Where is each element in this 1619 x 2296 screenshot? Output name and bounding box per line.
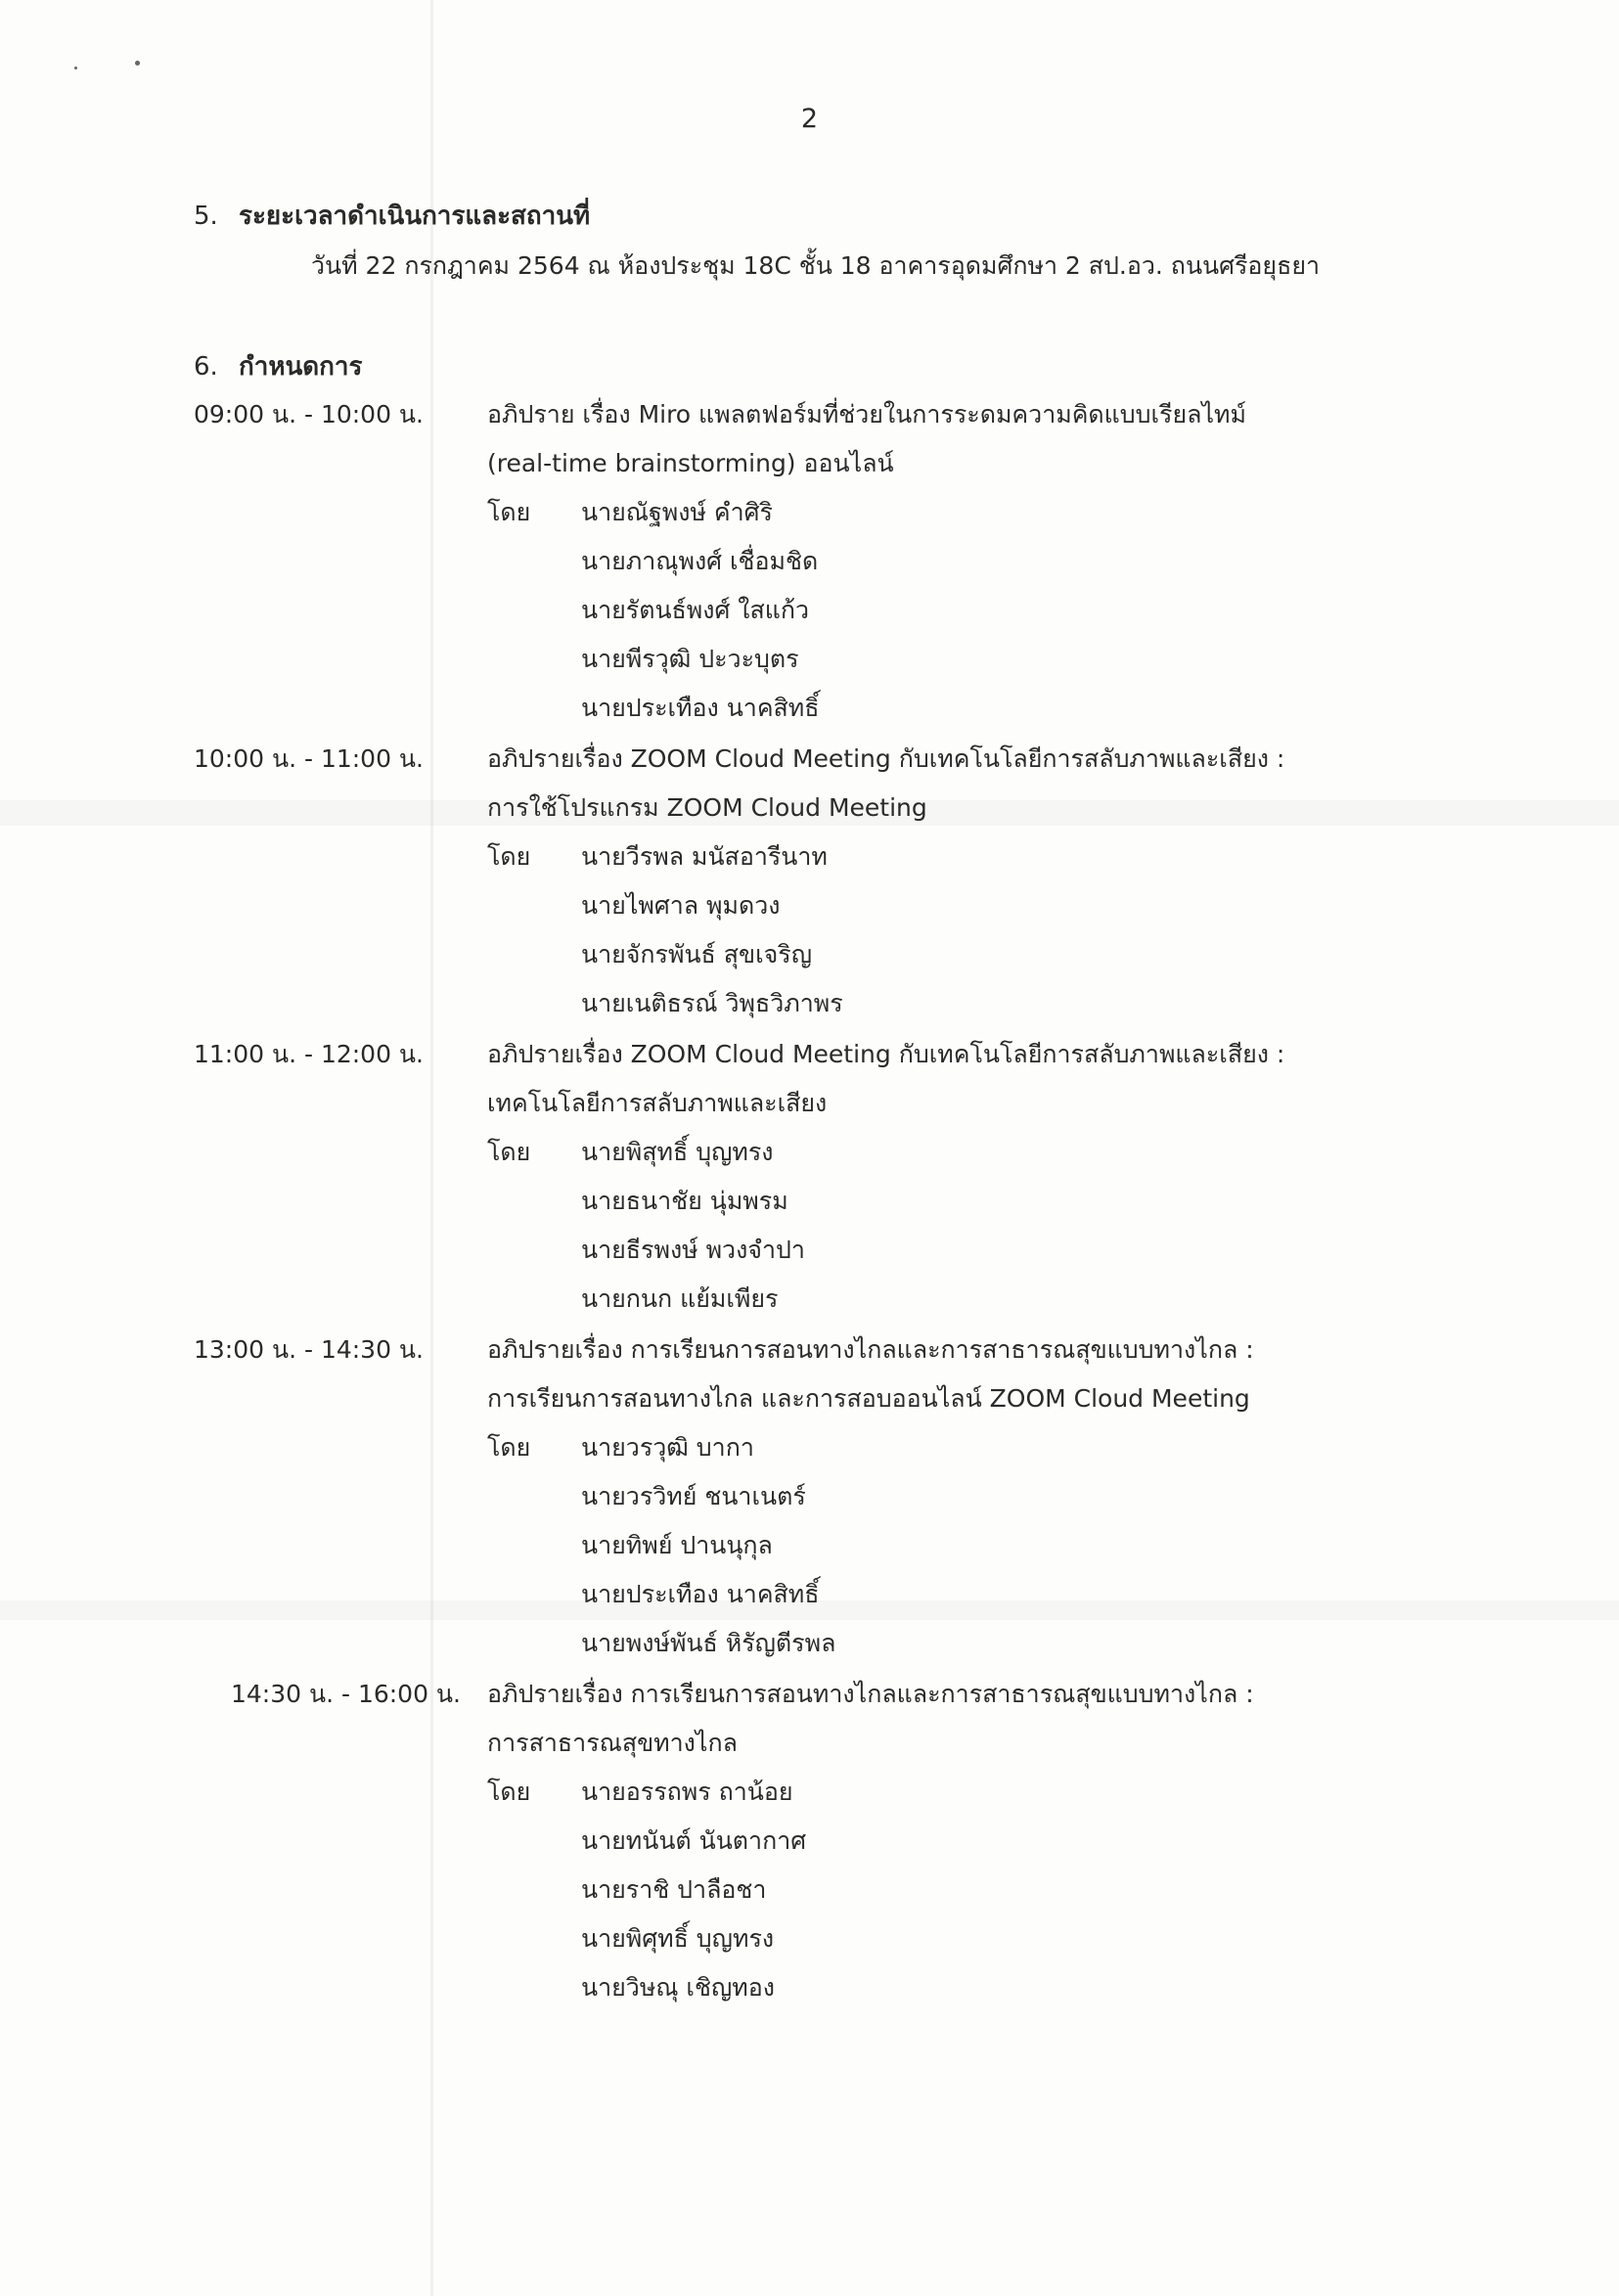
slot-1-speaker: นายประเทือง นาคสิทธิ์ [581,694,820,722]
slot-5-speaker: นายอรรถพร ถาน้อย [581,1778,793,1806]
slot-1-by-label: โดย [487,498,531,526]
slot-5-speaker: นายทนันต์ นันตากาศ [581,1826,807,1855]
slot-2-speaker: นายจักรพันธ์ สุขเจริญ [581,940,813,968]
slot-5-time: 14:30 น. - 16:00 น. [231,1680,461,1708]
slot-2-speaker: นายไพศาล พุมดวง [581,891,781,920]
slot-4-speaker: นายวรวุฒิ บากา [581,1433,754,1462]
slot-1-topic-line1: อภิปราย เรื่อง Miro แพลตฟอร์มที่ช่วยในการระดมความคิดแบบเรียลไทม์ [487,400,1246,428]
slot-4-speaker: นายพงษ์พันธ์ หิรัญตีรพล [581,1629,836,1657]
slot-3-speaker: นายธีรพงษ์ พวงจำปา [581,1236,805,1264]
slot-1-time: 09:00 น. - 10:00 น. [194,400,424,428]
page-number: 2 [800,104,819,134]
slot-4-topic-line2: การเรียนการสอนทางไกล และการสอบออนไลน์ ZOOM Cloud Meeting [487,1384,1250,1413]
slot-5-speaker: นายราชิ ปาลือชา [581,1875,767,1904]
slot-4-speaker: นายทิพย์ ปานนุกุล [581,1531,773,1559]
slot-4-speaker: นายประเทือง นาคสิทธิ์ [581,1580,820,1608]
slot-5-speaker: นายพิศุทธิ์ บุญทรง [581,1924,775,1953]
slot-4-topic-line1: อภิปรายเรื่อง การเรียนการสอนทางไกลและการสาธารณสุขแบบทางไกล : [487,1335,1254,1364]
slot-5-by-label: โดย [487,1778,531,1806]
section-6-heading [194,346,362,386]
slot-2-topic-line1: อภิปรายเรื่อง ZOOM Cloud Meeting กับเทคโนโลยีการสลับภาพและเสียง : [487,744,1285,773]
slot-3-by-label: โดย [487,1138,531,1166]
slot-5-topic-line2: การสาธารณสุขทางไกล [487,1729,738,1757]
slot-1-topic-line2: (real-time brainstorming) ออนไลน์ [487,449,894,477]
slot-5-topic-line1: อภิปรายเรื่อง การเรียนการสอนทางไกลและการสาธารณสุขแบบทางไกล : [487,1680,1254,1708]
slot-3-time: 11:00 น. - 12:00 น. [194,1040,424,1068]
section-6-title: กำหนดการ [239,352,363,382]
section-5-heading [194,196,590,236]
slot-2-time: 10:00 น. - 11:00 น. [194,744,424,773]
slot-1-speaker: นายรัตนธ์พงศ์ ใสแก้ว [581,596,810,624]
slot-4-speaker: นายวรวิทย์ ชนาเนตร์ [581,1482,806,1510]
slot-4-time: 13:00 น. - 14:30 น. [194,1335,424,1364]
slot-4-by-label: โดย [487,1433,531,1462]
scan-fold-line [430,0,433,2296]
slot-2-speaker: นายวีรพล มนัสอารีนาท [581,842,828,871]
slot-2-by-label: โดย [487,842,531,871]
slot-3-speaker: นายกนก แย้มเพียร [581,1284,779,1313]
slot-3-topic-line1: อภิปรายเรื่อง ZOOM Cloud Meeting กับเทคโนโลยีการสลับภาพและเสียง : [487,1040,1285,1068]
section-5-number: 5. [194,202,218,231]
slot-1-speaker: นายพีรวุฒิ ปะวะบุตร [581,645,799,673]
slot-3-speaker: นายพิสุทธิ์ บุญทรง [581,1138,774,1166]
slot-3-speaker: นายธนาชัย นุ่มพรม [581,1187,788,1215]
scan-speck [74,67,77,69]
slot-1-speaker: นายภาณุพงศ์ เชื่อมชิด [581,547,819,575]
scan-speck [135,61,140,66]
slot-2-topic-line2: การใช้โปรแกรม ZOOM Cloud Meeting [487,793,927,822]
slot-3-topic-line2: เทคโนโลยีการสลับภาพและเสียง [487,1089,828,1117]
slot-1-speaker: นายณัฐพงษ์ คำศิริ [581,498,773,526]
slot-2-speaker: นายเนติธรณ์ วิพุธวิภาพร [581,989,843,1017]
section-5-title: ระยะเวลาดำเนินการและสถานที่ [239,202,591,231]
slot-5-speaker: นายวิษณุ เชิญทอง [581,1973,775,2002]
section-6-number: 6. [194,352,218,382]
section-5-text: วันที่ 22 กรกฎาคม 2564 ณ ห้องประชุม 18C ชั้น 18 อาคารอุดมศึกษา 2 สป.อว. ถนนศรีอยุธยา [311,251,1321,280]
